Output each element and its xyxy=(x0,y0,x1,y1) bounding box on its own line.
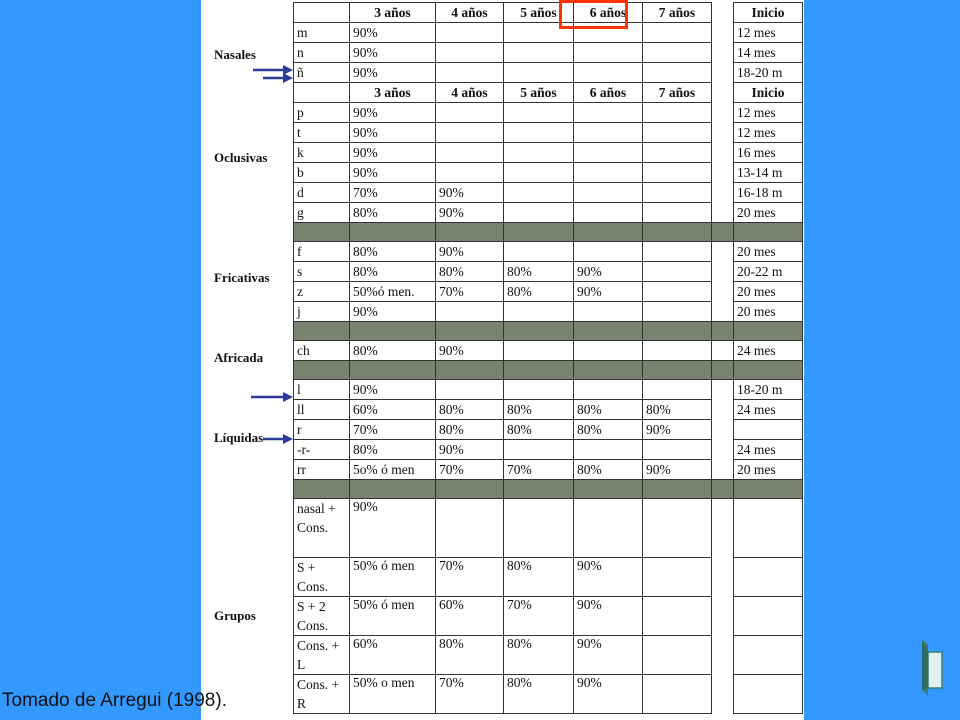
gap-cell xyxy=(712,242,734,262)
age-6-cell: 90% xyxy=(574,558,643,597)
age-6-cell: 80% xyxy=(574,420,643,440)
inicio-cell: 24 mes xyxy=(734,440,803,460)
gap-cell xyxy=(712,83,734,103)
age-3-cell: 90% xyxy=(350,380,436,400)
age-3-cell: 90% xyxy=(350,23,436,43)
inicio-cell: 20 mes xyxy=(734,203,803,223)
age-6-cell xyxy=(574,380,643,400)
age-7-cell xyxy=(643,282,712,302)
group-label: Fricativas xyxy=(214,270,270,285)
age-5-cell xyxy=(504,143,574,163)
group-label: Africada xyxy=(214,350,264,365)
phoneme-table xyxy=(293,2,803,714)
age-3-cell: 90% xyxy=(350,302,436,322)
age-3-cell: 5o% ó men xyxy=(350,460,436,480)
table-row xyxy=(294,143,803,163)
age-3-cell: 90% xyxy=(350,163,436,183)
age-5-cell: 80% xyxy=(504,420,574,440)
age-4-cell xyxy=(436,143,504,163)
age-3-cell: 90% xyxy=(350,103,436,123)
separator-cell xyxy=(574,322,643,341)
age-4-cell: 80% xyxy=(436,400,504,420)
separator-cell xyxy=(574,480,643,499)
age-5-cell: 70% xyxy=(504,597,574,636)
separator-cell xyxy=(734,480,803,499)
age-6-cell xyxy=(574,63,643,83)
separator-row xyxy=(294,480,803,499)
age-7-cell xyxy=(643,183,712,203)
age-6-cell xyxy=(574,341,643,361)
age-7-cell xyxy=(643,262,712,282)
gap-cell xyxy=(712,3,734,23)
separator-cell xyxy=(643,480,712,499)
group-label: Grupos xyxy=(214,608,256,623)
separator-cell xyxy=(734,361,803,380)
gap-cell xyxy=(712,63,734,83)
age-4-cell xyxy=(436,380,504,400)
highlight-box xyxy=(559,0,628,29)
gap-cell xyxy=(712,440,734,460)
age-5-cell xyxy=(504,302,574,322)
group-label: Líquidas xyxy=(214,430,264,445)
age-3-cell: 50% ó men xyxy=(350,597,436,636)
group-label: Oclusivas xyxy=(214,150,268,165)
age-4-cell xyxy=(436,103,504,123)
table-row xyxy=(294,460,803,480)
gap-cell xyxy=(712,380,734,400)
separator-cell xyxy=(574,361,643,380)
age-3-cell: 80% xyxy=(350,262,436,282)
age-5-cell xyxy=(504,203,574,223)
age-4-cell: 90% xyxy=(436,203,504,223)
phoneme-cell: g xyxy=(294,203,350,223)
inicio-cell xyxy=(734,675,803,714)
separator-cell xyxy=(350,361,436,380)
age-5-cell xyxy=(504,163,574,183)
age-6-cell xyxy=(574,123,643,143)
document-page xyxy=(201,0,804,720)
separator-cell xyxy=(436,480,504,499)
age-7-cell: 90% xyxy=(643,420,712,440)
age-7-cell xyxy=(643,103,712,123)
separator-row xyxy=(294,361,803,380)
phoneme-cell: ñ xyxy=(294,63,350,83)
age-3-cell: 90% xyxy=(350,143,436,163)
gap-cell xyxy=(712,400,734,420)
inicio-cell xyxy=(734,420,803,440)
gap-cell xyxy=(712,203,734,223)
gap-cell xyxy=(712,558,734,597)
age-6-cell xyxy=(574,103,643,123)
age-6-cell xyxy=(574,302,643,322)
separator-cell xyxy=(734,322,803,341)
back-navigation-icon[interactable] xyxy=(920,640,950,696)
inicio-cell: 16-18 m xyxy=(734,183,803,203)
separator-cell xyxy=(436,322,504,341)
header-row xyxy=(294,83,803,103)
age-4-cell xyxy=(436,63,504,83)
phoneme-cell: j xyxy=(294,302,350,322)
age-5-cell: 80% xyxy=(504,282,574,302)
inicio-cell: 16 mes xyxy=(734,143,803,163)
phoneme-cell: s xyxy=(294,262,350,282)
table-row xyxy=(294,558,803,597)
gap-cell xyxy=(712,282,734,302)
inicio-cell: 12 mes xyxy=(734,123,803,143)
table-row xyxy=(294,380,803,400)
age-4-cell: 80% xyxy=(436,420,504,440)
age-3-cell: 90% xyxy=(350,43,436,63)
age-4-cell xyxy=(436,123,504,143)
table-row xyxy=(294,440,803,460)
gap-cell xyxy=(712,597,734,636)
separator-cell xyxy=(504,322,574,341)
separator-cell xyxy=(436,361,504,380)
age-5-cell: 70% xyxy=(504,460,574,480)
table-row xyxy=(294,675,803,714)
age-7-cell xyxy=(643,558,712,597)
right-arrow-icon xyxy=(263,432,293,446)
table-row xyxy=(294,183,803,203)
table-row xyxy=(294,203,803,223)
header-age-5: 5 años xyxy=(504,3,574,23)
age-4-cell: 90% xyxy=(436,242,504,262)
age-7-cell xyxy=(643,163,712,183)
age-6-cell: 80% xyxy=(574,460,643,480)
separator-cell xyxy=(350,480,436,499)
inicio-cell xyxy=(734,636,803,675)
phoneme-cell: rr xyxy=(294,460,350,480)
age-5-cell xyxy=(504,440,574,460)
separator-cell xyxy=(712,480,734,499)
age-3-cell: 50%ó men. xyxy=(350,282,436,302)
gap-cell xyxy=(712,302,734,322)
header-age-4: 4 años xyxy=(436,3,504,23)
age-6-cell xyxy=(574,183,643,203)
inicio-cell: 12 mes xyxy=(734,23,803,43)
age-6-cell xyxy=(574,242,643,262)
age-6-cell: 90% xyxy=(574,636,643,675)
gap-cell xyxy=(712,262,734,282)
inicio-cell: 20 mes xyxy=(734,460,803,480)
separator-cell xyxy=(350,322,436,341)
inicio-cell: 24 mes xyxy=(734,341,803,361)
phoneme-cell: z xyxy=(294,282,350,302)
separator-cell xyxy=(350,223,436,242)
separator-cell xyxy=(294,223,350,242)
age-6-cell xyxy=(574,203,643,223)
age-7-cell xyxy=(643,675,712,714)
gap-cell xyxy=(712,43,734,63)
header-age-5: 5 años xyxy=(504,83,574,103)
inicio-cell: 18-20 m xyxy=(734,380,803,400)
separator-cell xyxy=(504,480,574,499)
separator-cell xyxy=(643,361,712,380)
phoneme-cell: t xyxy=(294,123,350,143)
gap-cell xyxy=(712,341,734,361)
age-5-cell xyxy=(504,43,574,63)
age-4-cell: 90% xyxy=(436,183,504,203)
age-6-cell: 90% xyxy=(574,282,643,302)
separator-row xyxy=(294,223,803,242)
age-6-cell xyxy=(574,440,643,460)
phoneme-cell: l xyxy=(294,380,350,400)
age-5-cell xyxy=(504,183,574,203)
separator-cell xyxy=(734,223,803,242)
gap-cell xyxy=(712,636,734,675)
age-7-cell xyxy=(643,440,712,460)
age-7-cell xyxy=(643,63,712,83)
age-7-cell xyxy=(643,203,712,223)
table-row xyxy=(294,262,803,282)
phoneme-cell: k xyxy=(294,143,350,163)
inicio-cell xyxy=(734,597,803,636)
age-5-cell: 80% xyxy=(504,558,574,597)
header-age-3: 3 años xyxy=(350,83,436,103)
age-7-cell xyxy=(643,23,712,43)
age-3-cell: 50% ó men xyxy=(350,558,436,597)
separator-cell xyxy=(712,223,734,242)
age-5-cell: 80% xyxy=(504,262,574,282)
age-6-cell: 90% xyxy=(574,262,643,282)
table-row xyxy=(294,420,803,440)
separator-cell xyxy=(712,361,734,380)
separator-cell xyxy=(504,361,574,380)
age-3-cell: 60% xyxy=(350,400,436,420)
age-7-cell xyxy=(643,302,712,322)
age-4-cell: 60% xyxy=(436,597,504,636)
age-3-cell: 70% xyxy=(350,183,436,203)
age-6-cell xyxy=(574,43,643,63)
header-age-6: 6 años xyxy=(574,83,643,103)
age-5-cell xyxy=(504,380,574,400)
age-6-cell: 90% xyxy=(574,597,643,636)
age-7-cell xyxy=(643,242,712,262)
separator-cell xyxy=(294,480,350,499)
table-row xyxy=(294,103,803,123)
header-row xyxy=(294,3,803,23)
header-age-7: 7 años xyxy=(643,83,712,103)
phoneme-cell: m xyxy=(294,23,350,43)
inicio-cell xyxy=(734,558,803,597)
phoneme-cell: n xyxy=(294,43,350,63)
header-age-6: 6 años xyxy=(574,3,643,23)
phoneme-cell: S + Cons. xyxy=(294,558,350,597)
gap-cell xyxy=(712,103,734,123)
age-5-cell xyxy=(504,242,574,262)
age-3-cell: 60% xyxy=(350,636,436,675)
age-5-cell: 80% xyxy=(504,400,574,420)
header-blank-cell xyxy=(294,83,350,103)
gap-cell xyxy=(712,499,734,558)
age-5-cell xyxy=(504,103,574,123)
header-age-4: 4 años xyxy=(436,83,504,103)
table-row xyxy=(294,43,803,63)
age-7-cell xyxy=(643,380,712,400)
phoneme-cell: nasal + Cons. xyxy=(294,499,350,558)
age-4-cell xyxy=(436,499,504,558)
inicio-cell: 20 mes xyxy=(734,282,803,302)
age-6-cell xyxy=(574,499,643,558)
phoneme-cell: S + 2 Cons. xyxy=(294,597,350,636)
age-3-cell: 80% xyxy=(350,440,436,460)
age-6-cell: 90% xyxy=(574,675,643,714)
source-caption: Tomado de Arregui (1998). xyxy=(2,690,227,711)
age-7-cell: 90% xyxy=(643,460,712,480)
age-7-cell: 80% xyxy=(643,400,712,420)
age-5-cell xyxy=(504,341,574,361)
inicio-cell: 20 mes xyxy=(734,242,803,262)
table-row xyxy=(294,63,803,83)
age-7-cell xyxy=(643,143,712,163)
phoneme-cell: d xyxy=(294,183,350,203)
table-row xyxy=(294,341,803,361)
separator-cell xyxy=(436,223,504,242)
inicio-cell: 12 mes xyxy=(734,103,803,123)
table-row xyxy=(294,597,803,636)
header-blank-cell xyxy=(294,3,350,23)
separator-cell xyxy=(712,322,734,341)
table-row xyxy=(294,123,803,143)
age-7-cell xyxy=(643,499,712,558)
header-age-3: 3 años xyxy=(350,3,436,23)
age-4-cell: 70% xyxy=(436,675,504,714)
age-4-cell xyxy=(436,163,504,183)
separator-cell xyxy=(643,322,712,341)
age-3-cell: 90% xyxy=(350,63,436,83)
age-3-cell: 80% xyxy=(350,242,436,262)
age-4-cell: 80% xyxy=(436,262,504,282)
separator-cell xyxy=(574,223,643,242)
table-row xyxy=(294,636,803,675)
header-inicio: Inicio xyxy=(734,83,803,103)
inicio-cell: 14 mes xyxy=(734,43,803,63)
phoneme-cell: Cons. + R xyxy=(294,675,350,714)
age-7-cell xyxy=(643,43,712,63)
phoneme-cell: -r- xyxy=(294,440,350,460)
gap-cell xyxy=(712,123,734,143)
age-3-cell: 90% xyxy=(350,123,436,143)
gap-cell xyxy=(712,675,734,714)
header-inicio: Inicio xyxy=(734,3,803,23)
separator-row xyxy=(294,322,803,341)
inicio-cell: 20-22 m xyxy=(734,262,803,282)
age-4-cell xyxy=(436,302,504,322)
gap-cell xyxy=(712,163,734,183)
phoneme-cell: ll xyxy=(294,400,350,420)
separator-cell xyxy=(294,322,350,341)
age-6-cell xyxy=(574,163,643,183)
phoneme-cell: r xyxy=(294,420,350,440)
table-row xyxy=(294,400,803,420)
age-6-cell: 80% xyxy=(574,400,643,420)
group-label: Nasales xyxy=(214,47,256,62)
age-7-cell xyxy=(643,597,712,636)
header-age-7: 7 años xyxy=(643,3,712,23)
right-arrow-icon xyxy=(263,71,293,85)
age-3-cell: 80% xyxy=(350,341,436,361)
inicio-cell: 24 mes xyxy=(734,400,803,420)
table-row xyxy=(294,302,803,322)
gap-cell xyxy=(712,420,734,440)
gap-cell xyxy=(712,183,734,203)
phoneme-cell: b xyxy=(294,163,350,183)
age-5-cell xyxy=(504,499,574,558)
inicio-cell: 20 mes xyxy=(734,302,803,322)
table-row xyxy=(294,23,803,43)
age-4-cell xyxy=(436,23,504,43)
age-4-cell: 70% xyxy=(436,460,504,480)
age-7-cell xyxy=(643,636,712,675)
inicio-cell xyxy=(734,499,803,558)
table-row xyxy=(294,163,803,183)
phoneme-cell: ch xyxy=(294,341,350,361)
age-5-cell: 80% xyxy=(504,675,574,714)
age-5-cell: 80% xyxy=(504,636,574,675)
separator-cell xyxy=(643,223,712,242)
age-5-cell xyxy=(504,123,574,143)
age-7-cell xyxy=(643,341,712,361)
inicio-cell: 13-14 m xyxy=(734,163,803,183)
phoneme-cell: Cons. + L xyxy=(294,636,350,675)
table-row xyxy=(294,282,803,302)
age-4-cell: 90% xyxy=(436,440,504,460)
separator-cell xyxy=(294,361,350,380)
separator-cell xyxy=(504,223,574,242)
age-7-cell xyxy=(643,123,712,143)
gap-cell xyxy=(712,460,734,480)
gap-cell xyxy=(712,143,734,163)
age-3-cell: 70% xyxy=(350,420,436,440)
age-3-cell: 80% xyxy=(350,203,436,223)
age-4-cell: 70% xyxy=(436,558,504,597)
age-6-cell xyxy=(574,143,643,163)
age-4-cell: 80% xyxy=(436,636,504,675)
age-4-cell: 90% xyxy=(436,341,504,361)
phoneme-cell: f xyxy=(294,242,350,262)
age-5-cell xyxy=(504,63,574,83)
age-3-cell: 50% o men xyxy=(350,675,436,714)
phoneme-cell: p xyxy=(294,103,350,123)
table-row xyxy=(294,499,803,558)
table-row xyxy=(294,242,803,262)
age-3-cell: 90% xyxy=(350,499,436,558)
age-4-cell xyxy=(436,43,504,63)
gap-cell xyxy=(712,23,734,43)
age-4-cell: 70% xyxy=(436,282,504,302)
inicio-cell: 18-20 m xyxy=(734,63,803,83)
right-arrow-icon xyxy=(251,390,293,404)
